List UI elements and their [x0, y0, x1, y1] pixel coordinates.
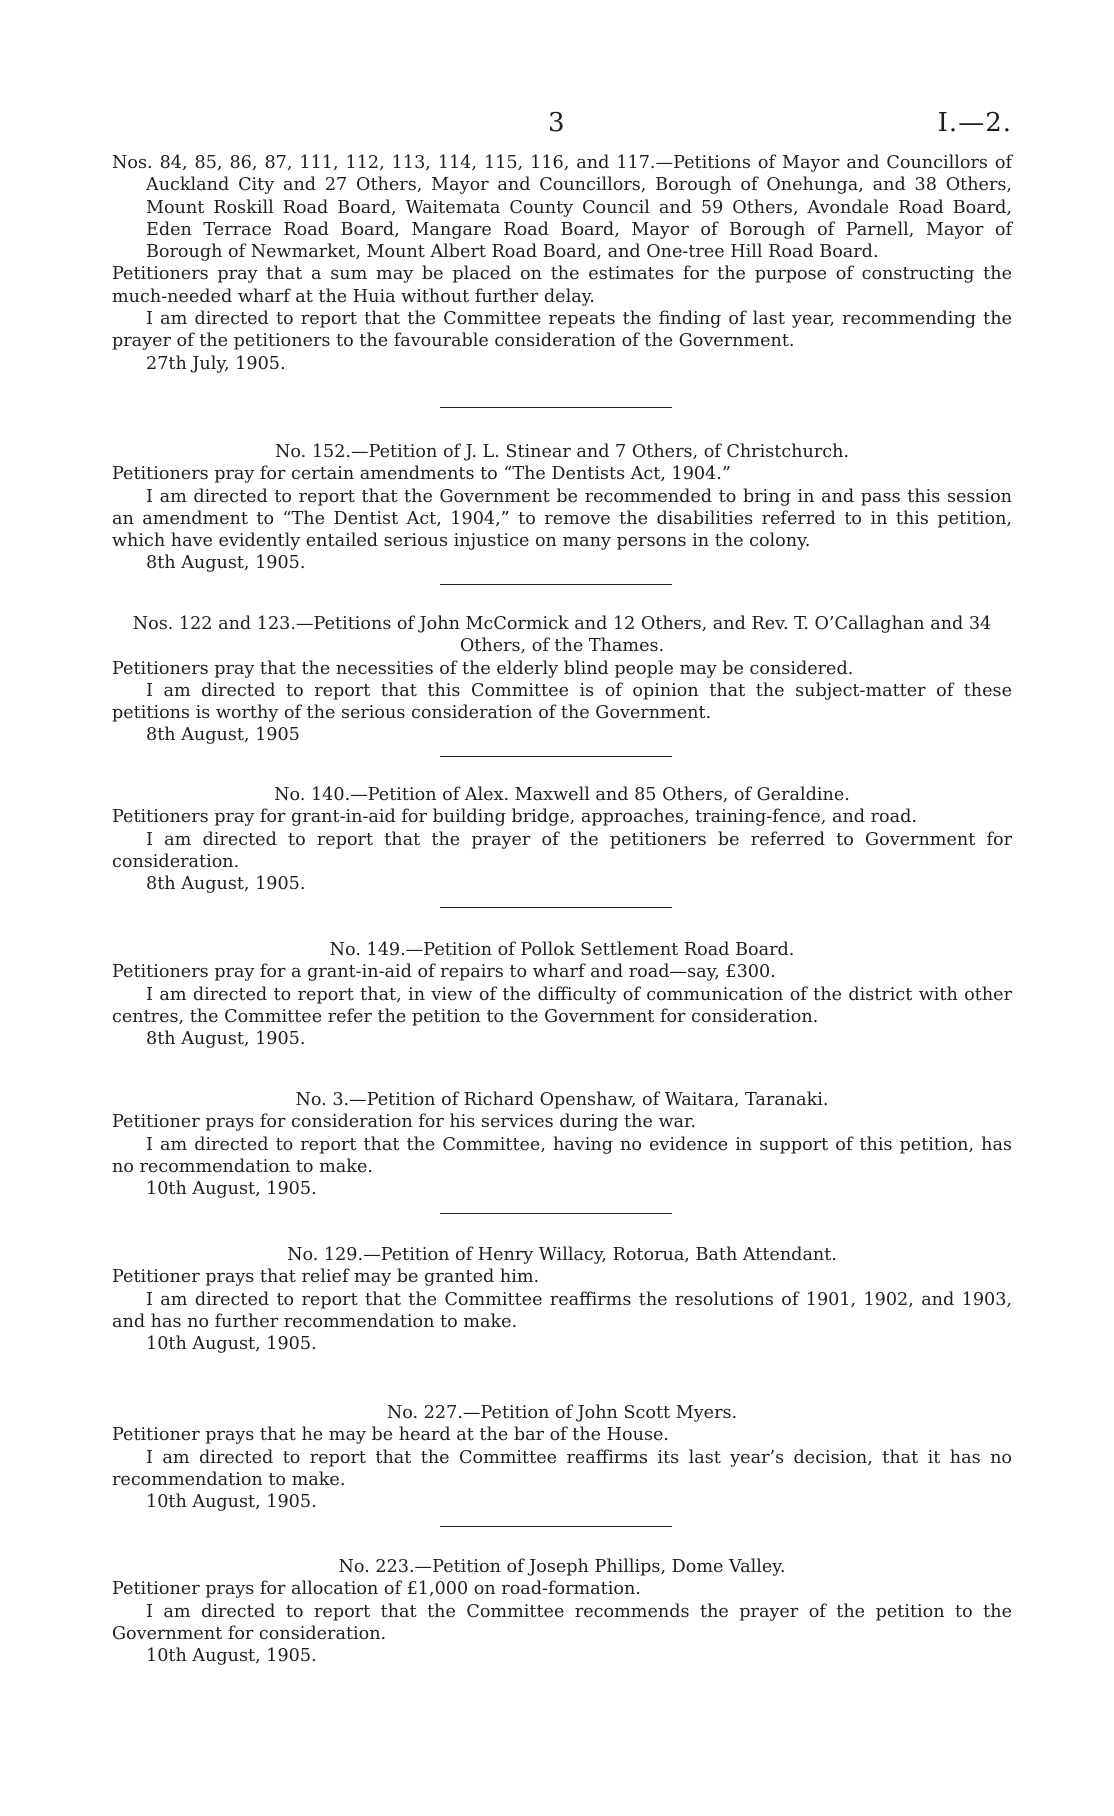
petition-entry	[112, 1556, 1012, 1667]
document-reference: I.—2.	[937, 108, 1012, 138]
petition-heading: No. 227.—Petition of John Scott Myers.	[386, 1403, 738, 1423]
section-divider	[440, 1213, 672, 1214]
petition-prayer: Petitioners pray that a sum may be placed on the estimates for the purpose of constructing the much-needed wharf at the Huia without further delay.	[112, 264, 1012, 307]
report-date: 10th August, 1905.	[146, 1179, 317, 1200]
report-date: 8th August, 1905.	[146, 553, 306, 574]
petition-heading: No. 152.—Petition of J. L. Stinear and 7 Others, of Christchurch.	[274, 442, 850, 462]
committee-report: I am directed to report that the Committee reaffirms its last year’s decision, that it has no recommendation to make.	[112, 1447, 1012, 1490]
petition-entry	[112, 441, 1012, 575]
petition-prayer: Petitioners pray for grant-in-aid for building bridge, approaches, training-fence, and road.	[112, 807, 917, 828]
petition-heading: Nos. 122 and 123.—Petitions of John McCormick and 12 Others, and Rev. T. O’Callaghan and 34 Others, of the Thames.	[132, 614, 992, 657]
section-divider	[440, 407, 672, 408]
report-date: 27th July, 1905.	[146, 353, 286, 374]
petition-entry	[112, 1244, 1012, 1355]
petition-entry	[112, 613, 1012, 747]
report-date: 8th August, 1905	[146, 725, 300, 746]
report-date: 8th August, 1905.	[146, 1029, 306, 1050]
committee-report: I am directed to report that the Committee, having no evidence in support of this petition, has no recommendation to make.	[112, 1134, 1012, 1177]
petition-prayer: Petitioner prays that he may be heard at the bar of the House.	[112, 1425, 669, 1446]
section-divider	[440, 1526, 672, 1527]
petition-heading: No. 3.—Petition of Richard Openshaw, of Waitara, Taranaki.	[295, 1090, 829, 1110]
committee-report: I am directed to report that the Committee reaffirms the resolutions of 1901, 1902, and 1903, and has no further recommendation to make.	[112, 1289, 1012, 1332]
petition-entry	[112, 1402, 1012, 1513]
petition-prayer: Petitioner prays that relief may be granted him.	[112, 1267, 540, 1288]
report-date: 8th August, 1905.	[146, 874, 306, 895]
report-date: 10th August, 1905.	[146, 1646, 317, 1667]
committee-report: I am directed to report that the Committee recommends the prayer of the petition to the Government for consideration.	[112, 1601, 1012, 1644]
report-date: 10th August, 1905.	[146, 1334, 317, 1355]
petition-heading: No. 140.—Petition of Alex. Maxwell and 85 Others, of Geraldine.	[274, 785, 850, 805]
petition-entry	[112, 1089, 1012, 1200]
petition-entry	[112, 784, 1012, 895]
section-divider	[440, 756, 672, 757]
petition-prayer: Petitioner prays for allocation of £1,000 on road-formation.	[112, 1579, 641, 1600]
section-divider	[440, 584, 672, 585]
committee-report: I am directed to report that this Committee is of opinion that the subject-matter of these petitions is worthy of the serious consideration of the Government.	[112, 680, 1012, 724]
petition-heading: Nos. 84, 85, 86, 87, 111, 112, 113, 114, 115, 116, and 117.—Petitions of Mayor and Councillors of Auckland City and 27 Others, Mayor and Councillors, Borough of Onehunga, and 38 Others, Mount Roskill Road Board, Waitemata County Council and 59 Others, Avondale Road Board, Eden Terrace Road Board, Mangare Road Board, Mayor of Borough of Parnell, Mayor of Borough of Newmarket, Mount Albert Road Board, and One-tree Hill Road Board.	[112, 153, 1012, 263]
petition-heading: No. 223.—Petition of Joseph Phillips, Dome Valley.	[338, 1557, 786, 1577]
petition-prayer: Petitioners pray for a grant-in-aid of repairs to wharf and road—say, £300.	[112, 962, 776, 983]
page-number: 3	[548, 108, 565, 138]
page-header	[0, 108, 1114, 142]
petition-entry	[112, 939, 1012, 1050]
committee-report: I am directed to report that the Government be recommended to bring in and pass this session an amendment to “The Dentist Act, 1904,” to remove the disabilities referred to in this petition, which have evidently entailed serious injustice on many persons in the colony.	[112, 486, 1012, 552]
petition-entry	[112, 152, 1012, 375]
committee-report: I am directed to report that, in view of the difficulty of communication of the district with other centres, the Committee refer the petition to the Government for consideration.	[112, 984, 1012, 1027]
section-divider	[440, 907, 672, 908]
committee-report: I am directed to report that the prayer of the petitioners be referred to Government for consideration.	[112, 829, 1012, 872]
report-date: 10th August, 1905.	[146, 1492, 317, 1513]
petition-prayer: Petitioner prays for consideration for his services during the war.	[112, 1112, 697, 1133]
petition-prayer: Petitioners pray that the necessities of the elderly blind people may be considered.	[112, 658, 854, 679]
petition-heading: No. 129.—Petition of Henry Willacy, Rotorua, Bath Attendant.	[287, 1245, 837, 1265]
committee-report: I am directed to report that the Committee repeats the finding of last year, recommending the prayer of the petitioners to the favourable consideration of the Government.	[112, 309, 1012, 352]
petition-prayer: Petitioners pray for certain amendments to “The Dentists Act, 1904.”	[112, 464, 731, 485]
petition-heading: No. 149.—Petition of Pollok Settlement Road Board.	[329, 940, 795, 960]
